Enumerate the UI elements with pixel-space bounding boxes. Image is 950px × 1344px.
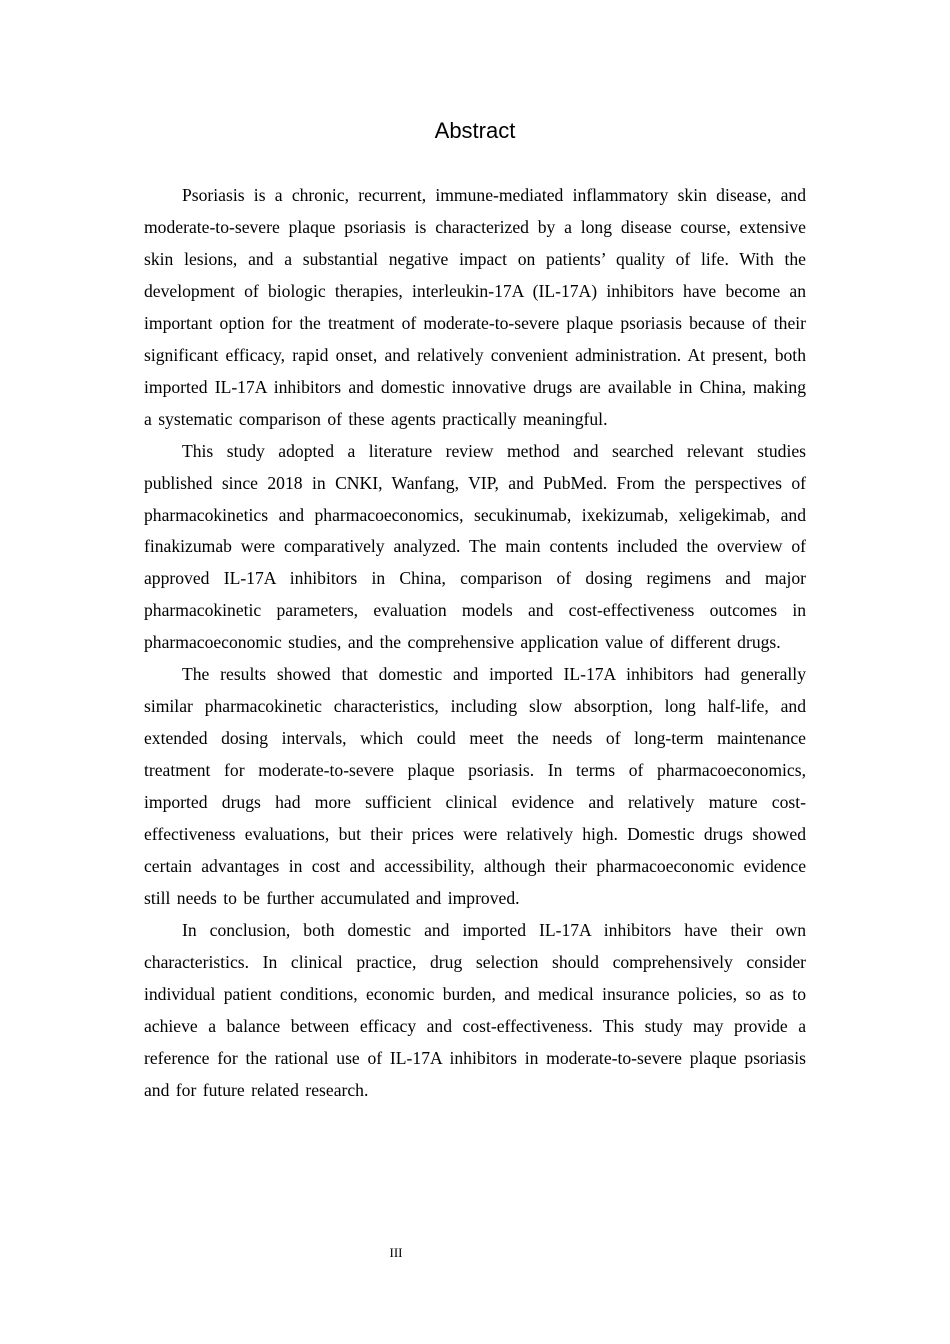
abstract-body (144, 180, 806, 1107)
abstract-paragraph-2: This study adopted a literature review method and searched relevant studies published since 2018 in CNKI, Wanfang, VIP, and PubMed. From the perspectives of pharmacokinetics and pharmacoeconomics, secukinumab, ixekizumab, xeligekimab, and finakizumab were comparatively analyzed. The main contents included the overview of approved IL-17A inhibitors in China, comparison of dosing regimens and major pharmacokinetic parameters, evaluation models and cost-effectiveness outcomes in pharmacoeconomic studies, and the comprehensive application value of different drugs. (144, 440, 806, 653)
abstract-title: Abstract (434, 118, 516, 143)
page-number: III (389, 1245, 403, 1260)
abstract-paragraph-4: In conclusion, both domestic and imported IL-17A inhibitors have their own characteristics. In clinical practice, drug selection should comprehensively consider individual patient conditions, economic burden, and medical insurance policies, so as to achieve a balance between efficacy and cost-effectiveness. This study may provide a reference for the rational use of IL-17A inhibitors in moderate-to-severe plaque psoriasis and for future related research. (144, 919, 806, 1100)
abstract-paragraph-3: The results showed that domestic and imported IL-17A inhibitors had generally similar pharmacokinetic characteristics, including slow absorption, long half-life, and extended dosing intervals, which could meet the needs of long-term maintenance treatment for moderate-to-severe plaque psoriasis. In terms of pharmacoeconomics, imported drugs had more sufficient clinical evidence and relatively mature cost-effectiveness evaluations, but their prices were relatively high. Domestic drugs showed certain advantages in cost and accessibility, although their pharmacoeconomic evidence still needs to be further accumulated and improved. (144, 664, 806, 908)
abstract-paragraph-1: Psoriasis is a chronic, recurrent, immune-mediated inflammatory skin disease, and moderate-to-severe plaque psoriasis is characterized by a long disease course, extensive skin lesions, and a substantial negative impact on patients’ quality of life. With the development of biologic therapies, interleukin-17A (IL-17A) inhibitors have become an important option for the treatment of moderate-to-severe plaque psoriasis because of their significant efficacy, rapid onset, and relatively convenient administration. At present, both imported IL-17A inhibitors and domestic innovative drugs are available in China, making a systematic comparison of these agents practically meaningful. (144, 185, 806, 429)
